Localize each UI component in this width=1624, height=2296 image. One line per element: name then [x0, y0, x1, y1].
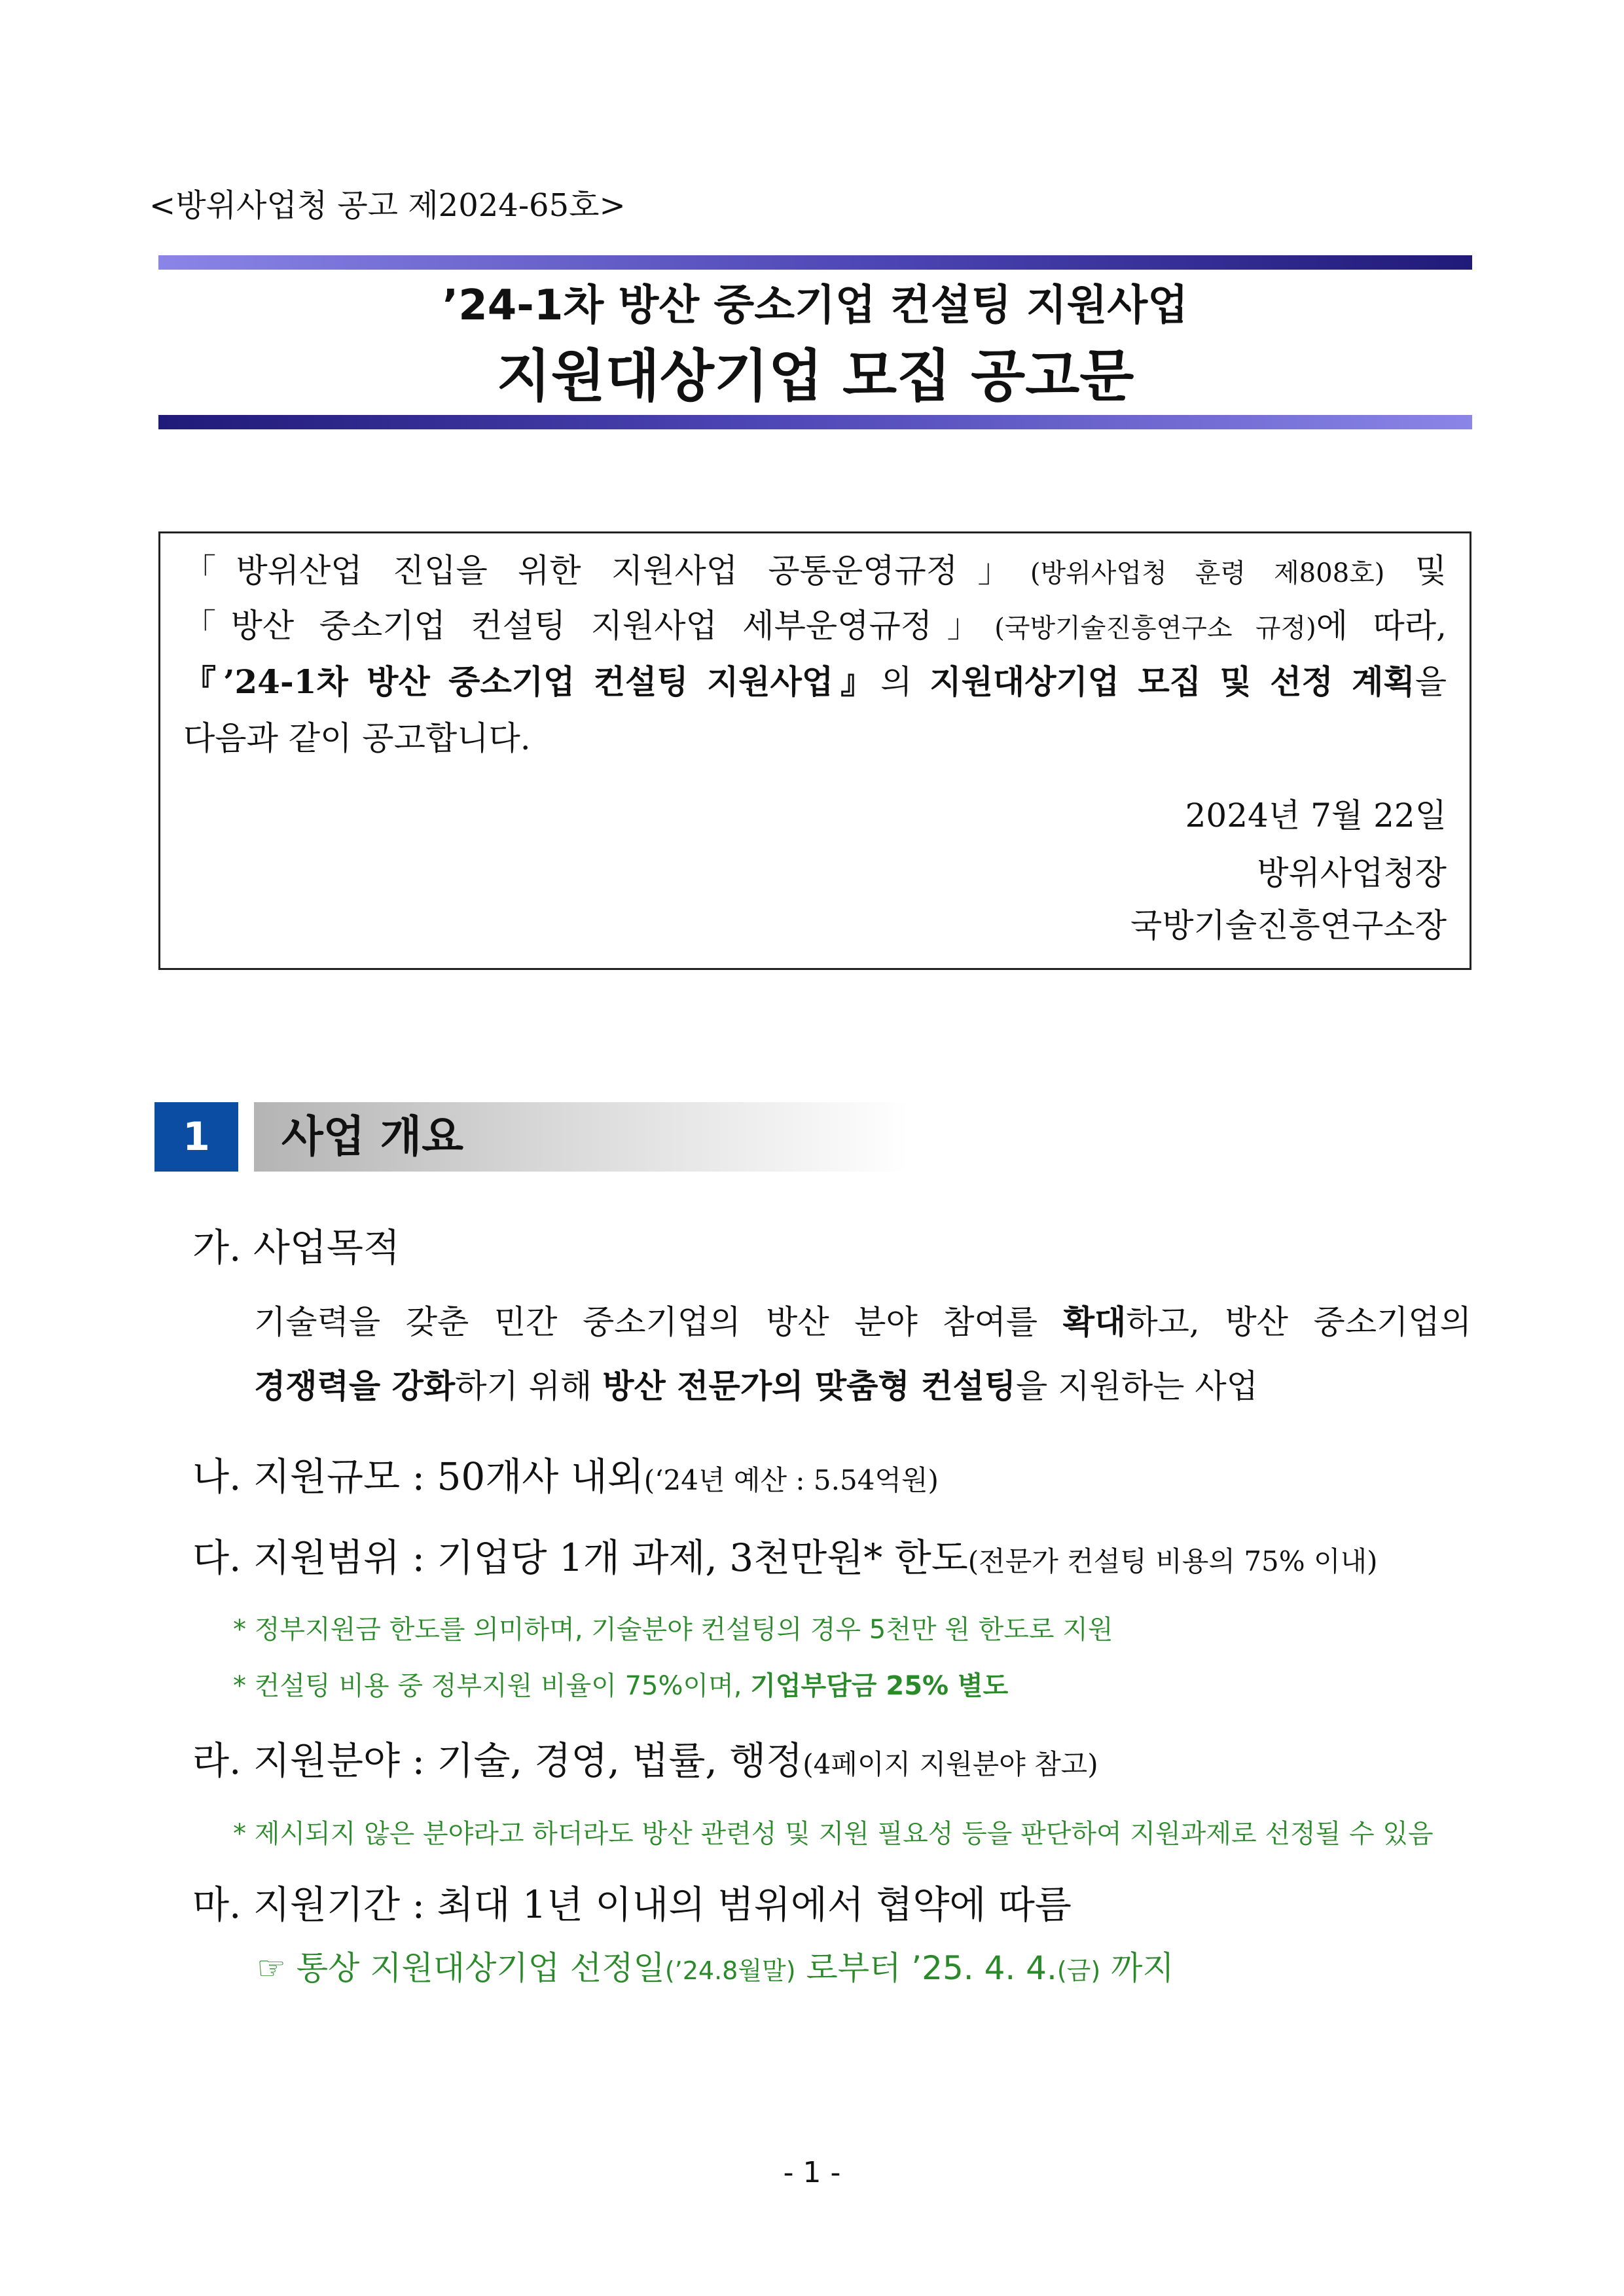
scale-value: 50개사 내외: [437, 1454, 644, 1499]
signer-krit: 국방기술진흥연구소장: [1130, 906, 1447, 944]
company-share-note: 기업부담금 25% 별도: [750, 1671, 1009, 1701]
recruitment-plan: 지원대상기업 모집 및 선정 계획: [929, 662, 1415, 701]
regulation-detail: 「방산 중소기업 컨설팅 지원사업 세부운영규정」: [183, 607, 995, 645]
fields-label: 라. 지원분야 :: [192, 1738, 437, 1783]
range-value: 기업당 1개 과제, 3천만원* 한도: [437, 1535, 968, 1580]
title-line-1: ’24-1차 방산 중소기업 컨설팅 지원사업: [442, 281, 1189, 330]
title-line-2: 지원대상기업 모집 공고문: [496, 344, 1134, 409]
purpose-text-4: 을 지원하는 사업: [1016, 1367, 1258, 1405]
purpose-text-2: 하고, 방산 중소기업의: [1126, 1303, 1471, 1341]
title-bottom-rule: [158, 415, 1472, 429]
intro-line-4: 다음과 같이 공고합니다.: [183, 719, 531, 757]
period-ref-end: 로부터 ’25. 4. 4.: [795, 1949, 1057, 1987]
purpose-text-1: 기술력을 갖춘 민간 중소기업의 방산 분야 참여를: [254, 1303, 1063, 1341]
period-reference: [257, 1945, 1174, 1994]
regulation-detail-source: (국방기술진흥연구소 규정): [994, 613, 1316, 643]
item-range: [192, 1532, 1378, 1588]
regulation-common: 「방위산업 진입을 위한 지원사업 공통운영규정」: [183, 552, 1030, 590]
intro-line-3: [183, 657, 1447, 707]
range-footnote-2-text: * 컨설팅 비용 중 정부지원 비율이 75%이며,: [233, 1671, 751, 1701]
purpose-emph-3: 방산 전문가의 맞춤형 컨설팅: [602, 1367, 1017, 1405]
item-scale: [192, 1450, 939, 1507]
purpose-line-2: [254, 1360, 1471, 1412]
particle: 의: [880, 663, 930, 701]
fields-note: (4페이지 지원분야 참고): [803, 1748, 1098, 1780]
range-footnote-1: * 정부지원금 한도를 의미하며, 기술분야 컨설팅의 경우 5천만 원 한도로 지원: [233, 1615, 1113, 1645]
conjunction: 및: [1415, 552, 1447, 590]
program-name: 『’24-1차 방산 중소기업 컨설팅 지원사업』: [183, 662, 881, 701]
signer-dapa: 방위사업청장: [1257, 854, 1447, 892]
title-top-rule: [158, 255, 1472, 270]
period-ref-text: ☞ 통상 지원대상기업 선정일: [257, 1949, 665, 1987]
period-ref-date: (’24.8월말): [664, 1956, 796, 1985]
range-note: (전문가 컨설팅 비용의 75% 이내): [967, 1545, 1378, 1577]
fields-footnote: * 제시되지 않은 분야라고 하더라도 방산 관련성 및 지원 필요성 등을 판단하여 지원과제로 선정될 수 있음: [233, 1819, 1434, 1849]
section-title: 사업 개요: [281, 1111, 464, 1162]
intro-line-2: [183, 601, 1447, 653]
notice-number: <방위사업청 공고 제2024-65호>: [149, 187, 626, 224]
period-value: 최대 1년 이내의 범위에서 협약에 따름: [437, 1882, 1072, 1927]
scale-label: 나. 지원규모 :: [192, 1454, 437, 1499]
page-number: - 1 -: [783, 2156, 841, 2189]
item-purpose-heading: 가. 사업목적: [192, 1225, 401, 1270]
period-ref-weekday: (금): [1056, 1956, 1101, 1985]
regulation-common-number: (방위사업청 훈령 제808호): [1030, 558, 1385, 588]
period-label: 마. 지원기간 :: [192, 1882, 437, 1927]
item-period: [192, 1878, 1072, 1931]
range-footnote-2: [233, 1668, 1008, 1704]
particle-tail: 을: [1415, 663, 1447, 701]
item-fields: [192, 1734, 1098, 1791]
purpose-emph-1: 확대: [1062, 1302, 1127, 1341]
fields-value: 기술, 경영, 법률, 행정: [437, 1738, 803, 1783]
section-number: 1: [154, 1102, 238, 1172]
purpose-emph-2: 경쟁력을 강화: [254, 1367, 456, 1405]
purpose-line-1: [254, 1296, 1471, 1348]
according-to: 에 따라,: [1316, 607, 1447, 645]
scale-budget-note: (‘24년 예산 : 5.54억원): [643, 1464, 939, 1496]
purpose-text-3: 하기 위해: [455, 1367, 603, 1405]
announcement-date: 2024년 7월 22일: [1185, 797, 1447, 834]
period-ref-tail: 까지: [1100, 1949, 1174, 1987]
intro-line-1: [183, 546, 1447, 598]
range-label: 다. 지원범위 :: [192, 1535, 437, 1580]
